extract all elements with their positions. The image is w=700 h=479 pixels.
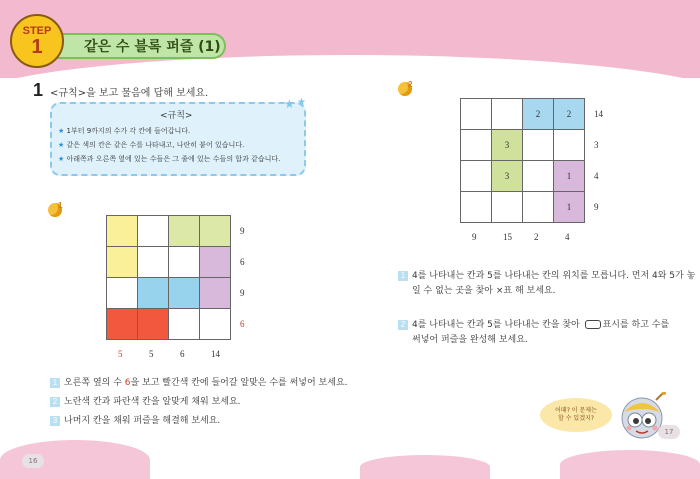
rule-item: [58, 126, 190, 136]
grid-row: [107, 247, 231, 278]
instruction-number: 2: [398, 320, 408, 330]
row-sum: 6: [240, 319, 245, 329]
grid-row: [107, 278, 231, 309]
row-sum: 9: [240, 288, 245, 298]
grid-cell[interactable]: [138, 309, 169, 340]
column-sum: 5: [149, 349, 154, 359]
grid-cell[interactable]: [554, 130, 585, 161]
column-sum: 5: [118, 349, 123, 359]
grid-cell[interactable]: [107, 278, 138, 309]
column-sum: 6: [180, 349, 185, 359]
grid-cell[interactable]: [461, 161, 492, 192]
grid-cell[interactable]: [200, 247, 231, 278]
grid-row: [461, 130, 585, 161]
grid-cell[interactable]: [107, 247, 138, 278]
instruction-text: 표시를 하고 수를: [602, 320, 670, 330]
grid-cell[interactable]: [107, 309, 138, 340]
grid-row: [107, 216, 231, 247]
grid-row: [107, 309, 231, 340]
moon-icon: [48, 203, 62, 217]
instruction-number: 1: [50, 378, 60, 388]
instruction-text: 오른쪽 옆의 수: [64, 378, 125, 388]
bubble-text: 어때? 이 문제는: [555, 407, 597, 414]
star-icon: ★: [284, 97, 295, 111]
rule-item: [58, 154, 280, 164]
question-number: 1: [33, 80, 44, 100]
star-bullet-icon: ★: [58, 155, 65, 163]
grid-cell[interactable]: [138, 247, 169, 278]
page-number-right: 17: [658, 425, 680, 439]
instruction-text: 노란색 칸과 파란색 칸을 알맞게 채워 보세요.: [64, 397, 241, 407]
column-sum: 9: [472, 232, 477, 242]
step-badge: [10, 14, 64, 68]
bubble-text: 할 수 있겠지?: [558, 415, 594, 422]
row-sum: 3: [594, 140, 599, 150]
step-number: 1: [31, 35, 43, 58]
star-icon: ★: [297, 97, 306, 108]
instruction-item: [398, 268, 695, 281]
puzzle-2-label: 2: [408, 80, 413, 89]
grid-cell[interactable]: [138, 216, 169, 247]
star-bullet-icon: ★: [58, 127, 65, 135]
grid-cell[interactable]: [461, 130, 492, 161]
grid-row: [461, 161, 585, 192]
page-number-left: 16: [22, 454, 44, 468]
grid-cell[interactable]: [461, 192, 492, 223]
page-title: 같은 수 블록 퍼즐 (1): [84, 39, 221, 55]
bottom-center-pink-hill: [360, 455, 490, 479]
step-word: STEP: [22, 24, 52, 37]
row-sum: 9: [240, 226, 245, 236]
instruction-item: [50, 394, 241, 407]
instruction-text: 나머지 칸을 채워 퍼즐을 해결해 보세요.: [64, 416, 221, 426]
grid-cell[interactable]: [200, 216, 231, 247]
rules-title: <규칙>: [160, 111, 193, 121]
instruction-number: 3: [50, 416, 60, 426]
column-sum: 4: [565, 232, 570, 242]
rule-text: 1부터 9까지의 수가 각 칸에 들어갑니다.: [66, 127, 191, 135]
column-sum: 15: [503, 232, 512, 242]
grid-row: [461, 192, 585, 223]
star-bullet-icon: ★: [58, 141, 65, 149]
puzzle-1-grid: [106, 215, 231, 340]
rectangle-mark-icon: [585, 320, 601, 329]
instruction-text: 써넣어 퍼즐을 완성해 보세요.: [412, 335, 528, 345]
instruction-item: [398, 317, 669, 330]
speech-bubble: [540, 398, 612, 432]
column-sum: 14: [211, 349, 220, 359]
grid-cell[interactable]: [461, 99, 492, 130]
grid-cell[interactable]: [107, 216, 138, 247]
grid-row: [461, 99, 585, 130]
rule-item: [58, 140, 244, 150]
rule-text: 아래쪽과 오른쪽 옆에 있는 수들은 그 줄에 있는 수들의 합과 같습니다.: [66, 155, 281, 163]
grid-cell[interactable]: [200, 309, 231, 340]
instruction-text: 4를 나타내는 칸과 5를 나타내는 칸을 찾아: [412, 320, 583, 330]
grid-cell[interactable]: [523, 130, 554, 161]
instruction-number: 2: [50, 397, 60, 407]
instruction-text: 을 보고 빨간색 칸에 들어갈 알맞은 수를 써넣어 보세요.: [130, 378, 348, 388]
grid-cell[interactable]: [138, 278, 169, 309]
instruction-highlight: 6: [124, 378, 131, 388]
column-sum: 2: [534, 232, 539, 242]
row-sum: 14: [594, 109, 603, 119]
instruction-text: 4를 나타내는 칸과 5를 나타내는 칸의 위치를 모릅니다. 먼저 4와 5가 놓: [412, 271, 696, 281]
question-text: <규칙>을 보고 물음에 답해 보세요.: [50, 88, 209, 99]
grid-cell[interactable]: [492, 192, 523, 223]
grid-cell[interactable]: 3: [492, 130, 523, 161]
moon-icon: [398, 82, 412, 96]
row-sum: 9: [594, 202, 599, 212]
bottom-right-pink-hill: [560, 450, 700, 479]
grid-cell[interactable]: 2: [554, 99, 585, 130]
grid-cell[interactable]: [523, 161, 554, 192]
instruction-number: 1: [398, 271, 408, 281]
instruction-item: [50, 413, 220, 426]
grid-cell[interactable]: 1: [554, 192, 585, 223]
grid-cell[interactable]: 1: [554, 161, 585, 192]
rule-text: 같은 색의 칸은 같은 수를 나타내고, 나란히 붙어 있습니다.: [66, 141, 245, 149]
instruction-text: 일 수 없는 곳을 찾아 ×표 해 보세요.: [412, 286, 556, 296]
grid-cell[interactable]: [169, 309, 200, 340]
row-sum: 4: [594, 171, 599, 181]
puzzle-1-label: 1: [58, 201, 63, 210]
grid-cell[interactable]: [492, 99, 523, 130]
grid-cell[interactable]: [169, 278, 200, 309]
grid-cell[interactable]: 3: [492, 161, 523, 192]
grid-cell[interactable]: [523, 192, 554, 223]
grid-cell[interactable]: [200, 278, 231, 309]
puzzle-2-grid: [460, 98, 585, 223]
grid-cell[interactable]: [169, 216, 200, 247]
grid-cell[interactable]: [169, 247, 200, 278]
instruction-item: [50, 375, 348, 388]
grid-cell[interactable]: 2: [523, 99, 554, 130]
row-sum: 6: [240, 257, 245, 267]
